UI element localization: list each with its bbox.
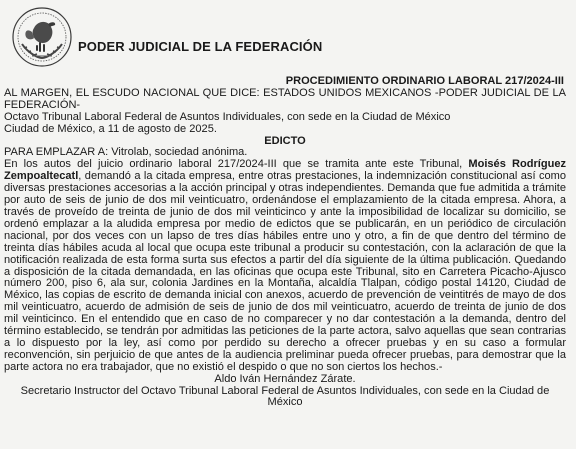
procedure-number: PROCEDIMIENTO ORDINARIO LABORAL 217/2024-III [285,75,564,87]
body-main: , demandó a la citada empresa, entre otras prestaciones, la indemnización constitucional así como diversas prestaciones accesorias a la acción principal y otras independientes. Demanda que fue admitida a trámite por auto de seis de junio de dos mil veinticuatro, ordenándose el emplazamiento de la citada empresa. Ahora, a través de proveído de treinta de junio de dos mil veinticinco y ante la imposibilidad de localizar su domicilio, se ordenó emplazar a la aludida empresa por medio de edictos que se publicarán, en un periódico de circulación nacional, por dos veces con un lapso de tres días hábiles entre uno y otro, a fin de que dentro del término de treinta días hábiles acuda al local que ocupa este tribunal a producir su contestación, con la aclaración de que la notificación realizada de esta forma surta sus efectos a partir del día siguiente de la última publicación. Quedando a disposición de la citada demandada, en las oficinas que ocupa este Tribunal, sito en Carretera Picacho-Ajusco número 200, piso 6, ala sur, colonia Jardines en la Montaña, alcaldía Tlalpan, código postal 14120, Ciudad de México, las copias de escrito de demanda inicial con anexos, acuerdo de prevención de veintitrés de mayo de dos mil veinticuatro, acuerdo de admisión de seis de junio de dos mil veinticuatro, acuerdo de treinta de junio de dos mil veinticinco. En el entendido que en caso de no comparecer y no dar contestación a la demanda, dentro del término establecido, se tendrán por admitidas las peticiones de la parte actora, salvo aquellas que sean contrarias a lo dispuesto por la ley, así como por perdido su derecho a ofrecer pruebas y en su caso a formular reconvención, sin perjuicio de que antes de la audiencia preliminar pueda ofrecer pruebas, para demostrar que la parte actora no era trabajador, que no existió el despido o que no son ciertos los hechos.- [4,170,566,373]
signatory-name: Aldo Iván Hernández Zárate. [214,372,356,385]
signatory-title: Secretario Instructor del Octavo Tribunal Laboral Federal de Asuntos Individuales, con sede en la Ciudad de México [20,384,550,409]
edict-body [4,70,566,409]
margin-note: AL MARGEN, EL ESCUDO NACIONAL QUE DICE: ESTADOS UNIDOS MEXICANOS -PODER JUDICIAL DE LA FEDERACIÓN- [4,86,566,111]
date-line: Ciudad de México, a 11 de agosto de 2025. [4,122,217,135]
mexico-coat-of-arms-seal-icon [10,6,74,68]
plaintiff-name: Moisés Rodríguez Zempoaltecatl [4,158,566,183]
edict-title: EDICTO [264,134,306,147]
summons-line: PARA EMPLAZAR A: Vitrolab, sociedad anónima. [4,146,248,159]
header [10,6,570,68]
body-intro: En los autos del juicio ordinario laboral 217/2024-III que se tramita ante este Tribunal, [4,158,469,171]
agency-name: PODER JUDICIAL DE LA FEDERACIÓN [78,39,323,54]
court-name: Octavo Tribunal Laboral Federal de Asuntos Individuales, con sede en la Ciudad de México [4,110,451,123]
edict-main-paragraph [4,159,566,373]
